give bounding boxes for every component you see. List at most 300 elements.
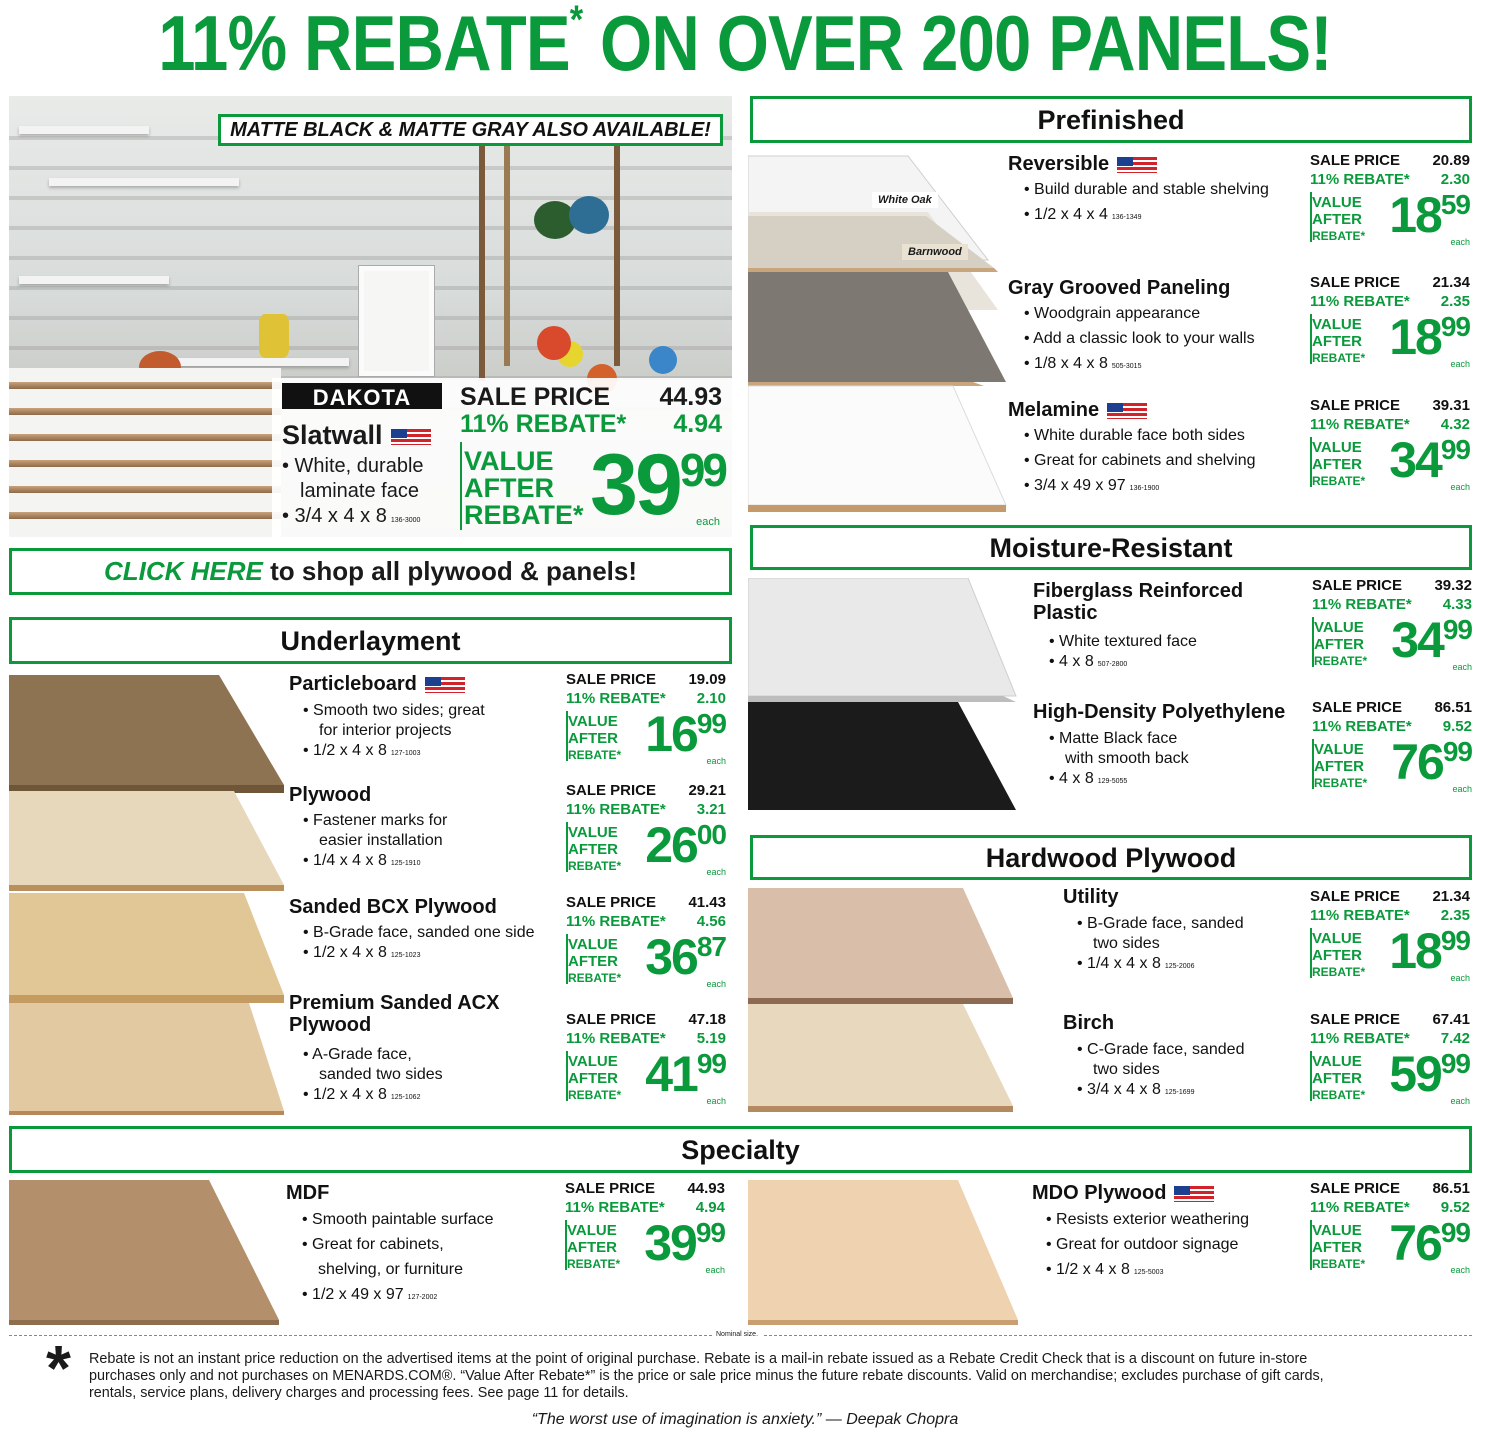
slatwall-sample-image (9, 368, 281, 537)
premium_acx-sale-row (566, 1011, 726, 1029)
after-label: AFTER (568, 953, 618, 970)
hdpe-rebate-amount: 9.52 (1442, 718, 1472, 735)
rebate-star-label: REBATE* (1312, 474, 1366, 488)
hdpe-bullets (1049, 729, 1189, 789)
mdo-rebate-amount: 9.52 (1440, 1199, 1470, 1216)
mdf-bullet (302, 1210, 494, 1235)
mdf-bullet-text: • 1/2 x 49 x 97 (302, 1286, 404, 1303)
birch-value-cents: 99 (1440, 1048, 1470, 1079)
mdo-sale-row (1310, 1180, 1470, 1198)
plywood-name (289, 784, 371, 806)
gray_grooved-bullet (1024, 354, 1255, 379)
rebate-star-label: REBATE* (1314, 654, 1368, 668)
value-label: VALUE (1314, 741, 1364, 758)
plywood-value-cents: 00 (696, 819, 726, 850)
sanded_bcx-rebate-amount: 4.56 (696, 913, 726, 930)
rebate-star-label: REBATE* (1312, 965, 1366, 979)
after-label: AFTER (1312, 1239, 1362, 1256)
premium_acx-sale-price: 47.18 (688, 1011, 726, 1028)
rebate-star-label: REBATE* (568, 859, 622, 873)
hdpe-value-cents: 99 (1442, 736, 1472, 767)
rebate-label: 11% REBATE* (1310, 907, 1410, 924)
premium_acx-bullet-text: • A-Grade face, (303, 1046, 412, 1063)
rebate-label: 11% REBATE* (1310, 1030, 1410, 1047)
dakota-logo: DAKOTA (282, 383, 442, 409)
hdpe-each: each (1452, 784, 1472, 794)
mdf-bullet-text: • Smooth paintable surface (302, 1211, 494, 1228)
plywood-rebate-amount: 3.21 (696, 801, 726, 818)
particleboard-value-after-rebate (568, 713, 621, 764)
reversible-name (1008, 153, 1157, 175)
utility-bullet-text: • B-Grade face, sanded (1077, 915, 1244, 932)
plywood-value-after-rebate (568, 824, 621, 875)
sanded_bcx-bullets (303, 923, 535, 963)
gray_grooved-sale-row (1310, 274, 1470, 292)
premium_acx-bullet (303, 1045, 443, 1065)
plywood-bullet-text: • Fastener marks for (303, 812, 448, 829)
particleboard-sale-row (566, 671, 726, 689)
rebate-star-label: REBATE* (1312, 1257, 1366, 1271)
plywood-bullet-text: easier installation (319, 832, 443, 849)
melamine-name-text: Melamine (1008, 399, 1100, 421)
sale-price-label: SALE PRICE (566, 782, 657, 799)
frp-value-cents: 99 (1442, 614, 1472, 645)
made-in-usa-flag-icon (425, 677, 465, 693)
particleboard-bullets (303, 701, 485, 761)
made-in-usa-flag-icon (391, 429, 431, 445)
slatwall-bullets: • White, durable laminate face • 3/4 x 4 x 8 136-3000 (282, 455, 424, 527)
mdf-bullet-text: shelving, or furniture (318, 1261, 463, 1278)
gray_grooved-bullet (1024, 304, 1255, 329)
asterisk-icon: * (46, 1332, 71, 1404)
hdpe-bullet-text: with smooth back (1065, 750, 1189, 767)
gray_grooved-sku: 505-3015 (1111, 363, 1142, 370)
reversible-rebate-amount: 2.30 (1440, 171, 1470, 188)
melamine-value-cents: 99 (1440, 434, 1470, 465)
made-in-usa-flag-icon (1174, 1186, 1214, 1202)
particleboard-value-cents: 99 (696, 708, 726, 739)
section-prefinished: Prefinished (750, 96, 1472, 143)
section-hardwood-plywood: Hardwood Plywood (750, 835, 1472, 880)
mdf-name (286, 1182, 329, 1204)
gray_grooved-value-cents: 99 (1440, 311, 1470, 342)
value-label: VALUE (1312, 1053, 1362, 1070)
mdo-bullet-text: • Resists exterior weathering (1046, 1211, 1250, 1228)
value-label: VALUE (567, 1222, 617, 1239)
sale-price-label: SALE PRICE (565, 1180, 656, 1197)
section-underlayment: Underlayment (9, 617, 732, 664)
gray_grooved-name-text: Gray Grooved Paneling (1008, 277, 1231, 299)
sale-price-label: SALE PRICE (1310, 274, 1401, 291)
sale-price-label: SALE PRICE (566, 894, 657, 911)
rebate-label: 11% REBATE* (565, 1199, 665, 1216)
birch-bullets (1077, 1040, 1244, 1100)
melamine-bullet-text: • 3/4 x 49 x 97 (1024, 477, 1126, 494)
plywood-each: each (706, 867, 726, 877)
page-headline: 11% REBATE* ON OVER 200 PANELS! (158, 0, 1332, 87)
slatwall-value-after-rebate: VALUE AFTER REBATE* (464, 446, 584, 530)
utility-name-text: Utility (1063, 886, 1119, 908)
mdf-panel-image (9, 1180, 289, 1325)
melamine-rebate-amount: 4.32 (1440, 416, 1470, 433)
after-label: AFTER (568, 841, 618, 858)
rebate-label: 11% REBATE* (566, 1030, 666, 1047)
mdo-bullet (1046, 1210, 1249, 1235)
shop-plywood-link[interactable]: CLICK HERE to shop all plywood & panels! (9, 548, 732, 595)
rebate-label: 11% REBATE* (566, 690, 666, 707)
melamine-each: each (1450, 482, 1470, 492)
premium_acx-rebate-amount: 5.19 (696, 1030, 726, 1047)
sale-price-label: SALE PRICE (566, 671, 657, 688)
gray_grooved-bullet-text: • Woodgrain appearance (1024, 305, 1201, 322)
rebate-label: 11% REBATE* (1310, 1199, 1410, 1216)
reversible-bullet-text: • 1/2 x 4 x 4 (1024, 206, 1108, 223)
plywood-name-text: Plywood (289, 784, 372, 806)
hdpe-bullet-text: • Matte Black face (1049, 730, 1178, 747)
particleboard-sale-price: 19.09 (688, 671, 726, 688)
particleboard-bullet-text: for interior projects (319, 722, 452, 739)
plywood-sale-row (566, 782, 726, 800)
hdpe-value-dollars: 76 (1391, 734, 1443, 790)
birch-rebate-amount: 7.42 (1440, 1030, 1470, 1047)
mdo-bullets (1046, 1210, 1249, 1285)
sale-price-label: SALE PRICE (1310, 888, 1401, 905)
made-in-usa-flag-icon (1117, 157, 1157, 173)
value-label: VALUE (1312, 1222, 1362, 1239)
utility-sale-price: 21.34 (1432, 888, 1470, 905)
sanded_bcx-sku: 125-1023 (390, 952, 421, 959)
frp-bullet (1049, 632, 1197, 652)
birch-name (1063, 1012, 1114, 1034)
frp-each: each (1452, 662, 1472, 672)
melamine-bullet-text: • Great for cabinets and shelving (1024, 452, 1256, 469)
mdo-value-dollars: 76 (1389, 1215, 1441, 1271)
slatwall-sale-row: SALE PRICE 44.93 (460, 383, 722, 411)
plywood-bullet (303, 811, 447, 831)
particleboard-rebate-amount: 2.10 (696, 690, 726, 707)
mdf-name-text: MDF (286, 1182, 330, 1204)
gray_grooved-bullets (1024, 304, 1255, 379)
after-label: AFTER (568, 730, 618, 747)
sale-price-label: SALE PRICE (1310, 152, 1401, 169)
mdo-bullet-text: • 1/2 x 4 x 8 (1046, 1261, 1130, 1278)
value-label: VALUE (568, 1053, 618, 1070)
mdf-value-cents: 99 (695, 1217, 725, 1248)
rebate-label: 11% REBATE* (566, 801, 666, 818)
melamine-sale-row (1310, 397, 1470, 415)
mdo-bullet (1046, 1260, 1249, 1285)
sanded_bcx-name (289, 896, 497, 918)
frp-value-after-rebate (1314, 619, 1367, 670)
utility-bullet (1077, 934, 1244, 954)
rebate-star-label: REBATE* (567, 1257, 621, 1271)
particleboard-name (289, 673, 465, 695)
nominal-size-note: Nominal size. (712, 1331, 762, 1338)
frp-sale-row (1312, 577, 1472, 595)
utility-bullet-text: • 1/4 x 4 x 8 (1077, 955, 1161, 972)
value-label: VALUE (568, 936, 618, 953)
particleboard-bullet-text: • Smooth two sides; great (303, 702, 485, 719)
value-label: VALUE (1312, 194, 1362, 211)
mdo-sku: 125-5003 (1133, 1269, 1164, 1276)
melamine-value-after-rebate (1312, 439, 1365, 490)
sale-price-label: SALE PRICE (566, 1011, 657, 1028)
frp-sale-price: 39.32 (1434, 577, 1472, 594)
sanded_bcx-sale-row (566, 894, 726, 912)
hdpe-value-after-rebate (1314, 741, 1367, 792)
mdo-sale-price: 86.51 (1432, 1180, 1470, 1197)
hdpe-bullet (1049, 749, 1189, 769)
rebate-star-label: REBATE* (1314, 776, 1368, 790)
premium_acx-value-cents: 99 (696, 1048, 726, 1079)
gray_grooved-value-after-rebate (1312, 316, 1365, 367)
reversible-sale-price: 20.89 (1432, 152, 1470, 169)
mdo-value-cents: 99 (1440, 1217, 1470, 1248)
gray_grooved-bullet (1024, 329, 1255, 354)
value-label: VALUE (1314, 619, 1364, 636)
rebate-label: 11% REBATE* (566, 913, 666, 930)
rebate-star-label: REBATE* (1312, 1088, 1366, 1102)
hdpe-bullet (1049, 729, 1189, 749)
reversible-sale-row (1310, 152, 1470, 170)
birch-sku: 125-1699 (1164, 1089, 1195, 1096)
birch-value-after-rebate (1312, 1053, 1365, 1104)
hdpe-bullet-text: • 4 x 8 (1049, 770, 1094, 787)
mdo-bullet-text: • Great for outdoor signage (1046, 1236, 1239, 1253)
after-label: AFTER (567, 1239, 617, 1256)
premium_acx-bullet-text: sanded two sides (319, 1066, 443, 1083)
rebate-label: 11% REBATE* (1312, 596, 1412, 613)
melamine-bullet (1024, 476, 1256, 501)
mdf-each: each (705, 1265, 725, 1275)
plywood-bullet (303, 851, 447, 871)
made-in-usa-flag-icon (1107, 403, 1147, 419)
after-label: AFTER (1312, 333, 1362, 350)
section-moisture-resistant: Moisture-Resistant (750, 525, 1472, 570)
rebate-star-label: REBATE* (1312, 351, 1366, 365)
birch-value-dollars: 59 (1389, 1046, 1441, 1102)
hdpe-name-text: High-Density Polyethylene (1033, 701, 1286, 723)
section-specialty: Specialty (9, 1126, 1472, 1173)
plywood-bullet (303, 831, 447, 851)
frp-bullet-text: • 4 x 8 (1049, 653, 1094, 670)
barnwood-label: Barnwood (902, 244, 968, 260)
premium_acx-bullets (303, 1045, 443, 1105)
melamine-bullets (1024, 426, 1256, 501)
rebate-star-label: REBATE* (568, 748, 622, 762)
utility-bullet-text: two sides (1093, 935, 1160, 952)
gray_grooved-name (1008, 277, 1230, 299)
plywood-sku: 125-1910 (390, 860, 421, 867)
sale-price-label: SALE PRICE (1310, 1180, 1401, 1197)
birch-bullet-text: • C-Grade face, sanded (1077, 1041, 1245, 1058)
particleboard-bullet (303, 721, 485, 741)
reversible-sku: 136-1349 (1111, 214, 1142, 221)
hdpe-sale-price: 86.51 (1434, 699, 1472, 716)
particleboard-each: each (706, 756, 726, 766)
utility-value-cents: 99 (1440, 925, 1470, 956)
white-oak-label: White Oak (872, 192, 938, 208)
value-label: VALUE (568, 824, 618, 841)
mdf-rebate-amount: 4.94 (695, 1199, 725, 1216)
birch-bullet (1077, 1040, 1244, 1060)
mdo-bullet (1046, 1235, 1249, 1260)
mdf-bullet (302, 1235, 494, 1260)
mdf-value-dollars: 39 (644, 1215, 696, 1271)
moisture-panel-images (748, 578, 1018, 813)
particleboard-bullet (303, 701, 485, 721)
gray_grooved-bullet-text: • 1/8 x 4 x 8 (1024, 355, 1108, 372)
reversible-value-after-rebate (1312, 194, 1365, 245)
gray_grooved-rebate-amount: 2.35 (1440, 293, 1470, 310)
gray_grooved-bullet-text: • Add a classic look to your walls (1024, 330, 1255, 347)
hdpe-sale-row (1312, 699, 1472, 717)
utility-bullet (1077, 954, 1244, 974)
reversible-each: each (1450, 237, 1470, 247)
utility-bullet (1077, 914, 1244, 934)
after-label: AFTER (1312, 456, 1362, 473)
matte-colors-banner: MATTE BLACK & MATTE GRAY ALSO AVAILABLE! (218, 114, 723, 146)
birch-bullet (1077, 1060, 1244, 1080)
plywood-sale-price: 29.21 (688, 782, 726, 799)
reversible-value-cents: 59 (1440, 189, 1470, 220)
sale-price-label: SALE PRICE (1312, 699, 1403, 716)
sanded_bcx-bullet (303, 943, 535, 963)
birch-sale-row (1310, 1011, 1470, 1029)
premium_acx-name-text: Premium Sanded ACX (289, 992, 500, 1014)
frp-name-text: Fiberglass Reinforced (1033, 580, 1244, 602)
utility-value-after-rebate (1312, 930, 1365, 981)
frp-name-text-2: Plastic (1033, 602, 1098, 624)
reversible-bullets (1024, 180, 1269, 230)
melamine-value-dollars: 34 (1389, 432, 1441, 488)
premium_acx-each: each (706, 1096, 726, 1106)
premium_acx-name-text-2: Plywood (289, 1014, 372, 1036)
sanded_bcx-bullet-text: • 1/2 x 4 x 8 (303, 944, 387, 961)
melamine-bullet (1024, 451, 1256, 476)
slatwall-name: Slatwall (282, 420, 431, 451)
melamine-bullet-text: • White durable face both sides (1024, 427, 1245, 444)
slatwall-rebate-row: 11% REBATE* 4.94 (460, 410, 722, 438)
rebate-label: 11% REBATE* (1312, 718, 1412, 735)
rebate-star-label: REBATE* (568, 971, 622, 985)
premium_acx-sku: 125-1062 (390, 1094, 421, 1101)
rebate-star-label: REBATE* (568, 1088, 622, 1102)
sanded_bcx-sale-price: 41.43 (688, 894, 726, 911)
underlayment-panel-images (9, 675, 289, 1115)
reversible-name-text: Reversible (1008, 153, 1110, 175)
after-label: AFTER (568, 1070, 618, 1087)
frp-sku: 507-2800 (1097, 661, 1128, 668)
rebate-label: 11% REBATE* (1310, 416, 1410, 433)
mdo-name-text: MDO Plywood (1032, 1182, 1167, 1204)
sale-price-label: SALE PRICE (1312, 577, 1403, 594)
particleboard-name-text: Particleboard (289, 673, 417, 695)
mdf-sale-price: 44.93 (687, 1180, 725, 1197)
rebate-label: 11% REBATE* (1310, 171, 1410, 188)
plywood-value-dollars: 26 (645, 817, 697, 873)
utility-rebate-amount: 2.35 (1440, 907, 1470, 924)
premium_acx-bullet-text: • 1/2 x 4 x 8 (303, 1086, 387, 1103)
gray_grooved-sale-price: 21.34 (1432, 274, 1470, 291)
premium_acx-value-dollars: 41 (645, 1046, 697, 1102)
premium_acx-bullet (303, 1065, 443, 1085)
sanded_bcx-each: each (706, 979, 726, 989)
mdo-value-after-rebate (1312, 1222, 1365, 1273)
after-label: AFTER (1312, 947, 1362, 964)
particleboard-sku: 127-1003 (390, 750, 421, 757)
premium_acx-value-after-rebate (568, 1053, 621, 1104)
utility-value-dollars: 18 (1389, 923, 1441, 979)
mdf-bullets (302, 1210, 494, 1310)
frp-bullets (1049, 632, 1197, 672)
sale-price-label: SALE PRICE (1310, 397, 1401, 414)
sanded_bcx-bullet (303, 923, 535, 943)
sanded_bcx-value-cents: 87 (696, 931, 726, 962)
gray_grooved-value-dollars: 18 (1389, 309, 1441, 365)
premium_acx-name (289, 992, 499, 1036)
birch-bullet-text: two sides (1093, 1061, 1160, 1078)
melamine-name (1008, 399, 1147, 421)
mdo-name (1032, 1182, 1214, 1204)
mdo-panel-image (748, 1180, 1023, 1325)
frp-bullet (1049, 652, 1197, 672)
mdf-sku: 127-2002 (407, 1294, 438, 1301)
particleboard-value-dollars: 16 (645, 706, 697, 762)
birch-bullet-text: • 3/4 x 4 x 8 (1077, 1081, 1161, 1098)
rebate-disclaimer: Rebate is not an instant price reduction on the advertised items at the point of original purchase. Rebate is a mail-in rebate issued as a Rebate Credit Check that is a discount on future in-store purchases only and not purchases on MENARDS.COM®. “Value After Rebate*” is the price or sale price minus the future rebate discounts. Valid on merchandise; excludes purchase of gift cards, rentals, service plans, delivery charges and processing fees. See page 11 for details. (89, 1351, 1324, 1401)
mdf-value-after-rebate (567, 1222, 620, 1273)
reversible-value-dollars: 18 (1389, 187, 1441, 243)
rebate-label: 11% REBATE* (1310, 293, 1410, 310)
value-label: VALUE (1312, 316, 1362, 333)
birch-sale-price: 67.41 (1432, 1011, 1470, 1028)
hardwood-panel-images (748, 888, 1018, 1113)
melamine-bullet (1024, 426, 1256, 451)
melamine-sale-price: 39.31 (1432, 397, 1470, 414)
after-label: AFTER (1314, 636, 1364, 653)
birch-each: each (1450, 1096, 1470, 1106)
after-label: AFTER (1312, 211, 1362, 228)
utility-sku: 125-2006 (1164, 963, 1195, 970)
melamine-sku: 136-1900 (1129, 485, 1160, 492)
value-label: VALUE (1312, 930, 1362, 947)
hdpe-sku: 129-5055 (1097, 778, 1128, 785)
particleboard-bullet (303, 741, 485, 761)
reversible-bullet (1024, 205, 1269, 230)
sanded_bcx-bullet-text: • B-Grade face, sanded one side (303, 924, 535, 941)
mdf-sale-row (565, 1180, 725, 1198)
value-label: VALUE (1312, 439, 1362, 456)
reversible-bullet-text: • Build durable and stable shelving (1024, 181, 1269, 198)
premium_acx-bullet (303, 1085, 443, 1105)
mdo-each: each (1450, 1265, 1470, 1275)
utility-name (1063, 886, 1119, 908)
slatwall-each: each (696, 516, 720, 528)
hdpe-name (1033, 701, 1285, 723)
plywood-bullet-text: • 1/4 x 4 x 8 (303, 852, 387, 869)
birch-name-text: Birch (1063, 1012, 1115, 1034)
utility-bullets (1077, 914, 1244, 974)
plywood-bullets (303, 811, 447, 871)
utility-sale-row (1310, 888, 1470, 906)
frp-value-dollars: 34 (1391, 612, 1443, 668)
utility-each: each (1450, 973, 1470, 983)
footer-quote: “The worst use of imagination is anxiety.” — Deepak Chopra (531, 1411, 959, 1428)
rebate-star-label: REBATE* (1312, 229, 1366, 243)
slatwall-value-price: $39^{99}$ (590, 437, 725, 533)
after-label: AFTER (1312, 1070, 1362, 1087)
